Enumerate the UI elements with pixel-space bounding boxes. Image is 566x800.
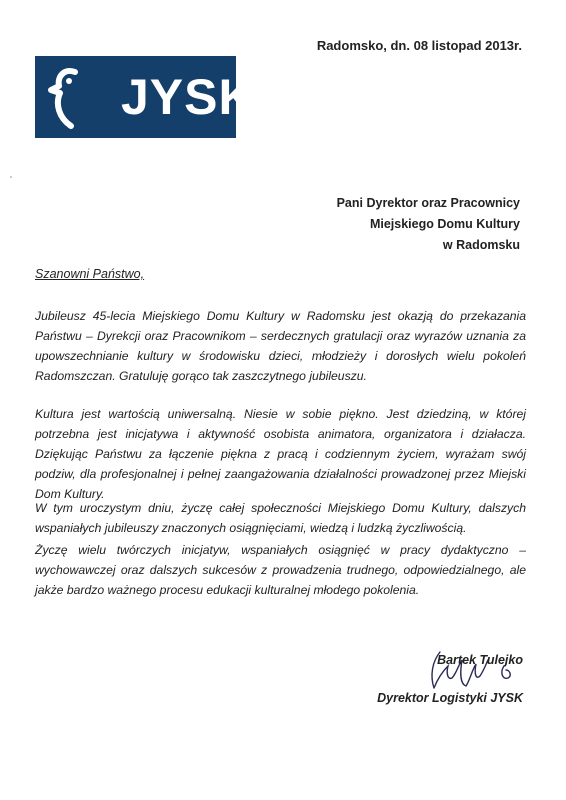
paragraph-anniversary: Jubileusz 45-lecia Miejskiego Domu Kultury w Radomsku jest okazją do przekazania Państwu – Dyrekcji oraz Pracownikom – serdecznych gratulacji oraz wyrazów uznania za upowszechnianie kultury w środowisku dzieci, młodzieży i dorosłych wielu pokoleń Radomszczan. Gratuluję gorąco tak zaszczytnego jubileuszu. <box>35 309 526 383</box>
salutation: Szanowni Państwo, <box>35 267 145 281</box>
paragraph-initiatives: Życzę wielu twórczych inicjatyw, wspaniałych osiągnięć w pracy dydaktyczno – wychowawczej oraz dalszych sukcesów z prowadzenia trudnego, odpowiedzialnego, ale jakże bardzo ważnego procesu edukacji kulturalnej młodego pokolenia. <box>35 543 526 597</box>
letter-date: Radomsko, dn. 08 listopad 2013r. <box>316 38 522 53</box>
scan-speck <box>10 176 12 178</box>
handwritten-signature <box>418 640 528 698</box>
recipient-line-3: w Radomsku <box>442 238 520 252</box>
recipient-line-2: Miejskiego Domu Kultury <box>369 217 520 231</box>
jysk-logo <box>35 56 256 138</box>
paragraph-culture: Kultura jest wartością uniwersalną. Niesie w sobie piękno. Jest dziedziną, w której potrzebna jest inicjatywa i aktywność osobista animatora, organizatora i działacza. Dziękując Państwu za łączenie piękna z pracą i codziennym życiem, wyrażam swój podziw, dla profesjonalnej i pełnej zaangażowania działalności prowadzonej przez Miejski Dom Kultury. <box>35 407 526 501</box>
signatory-title: Dyrektor Logistyki JYSK <box>377 691 523 705</box>
logo-wordmark: JYSK <box>121 69 256 125</box>
recipient-line-1: Pani Dyrektor oraz Pracownicy <box>336 196 520 210</box>
recipient-block <box>337 193 520 256</box>
signatory-name: Bartek Tulejko <box>437 653 523 667</box>
bird-icon <box>35 56 121 138</box>
paragraph-wishes: W tym uroczystym dniu, życzę całej społeczności Miejskiego Domu Kultury, dalszych wspaniałych jubileuszy znaczonych osiągnięciami, wiedzą i ludzką życzliwością. <box>35 501 526 535</box>
